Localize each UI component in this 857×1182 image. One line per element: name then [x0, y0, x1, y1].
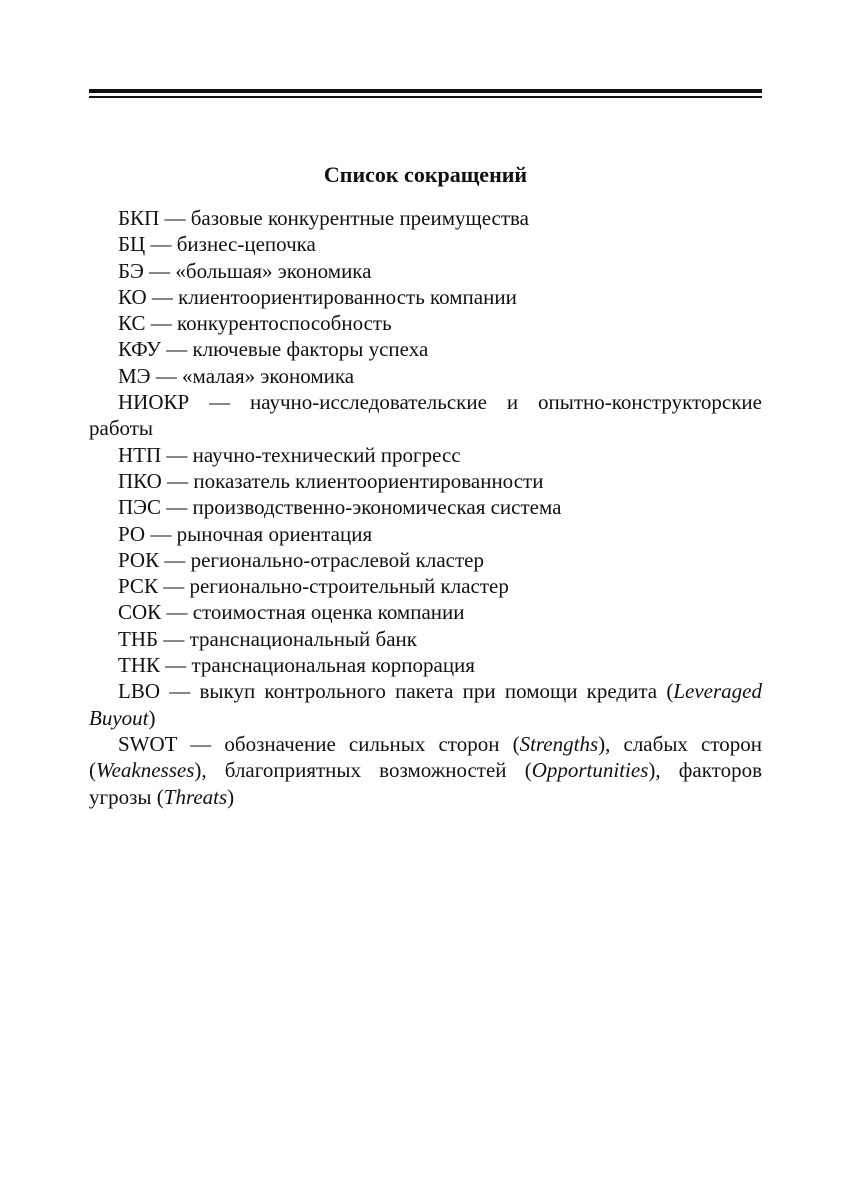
abbreviation: РОК: [118, 547, 160, 572]
list-item: [89, 626, 762, 652]
abbreviation: НИОКР: [118, 390, 190, 415]
definition: показатель клиентоориентированности: [193, 468, 544, 493]
separator: —: [161, 468, 194, 493]
definition: ключевые факторы успеха: [192, 337, 429, 362]
english-term: Leveraged Buyout: [89, 679, 762, 730]
abbreviation: КС: [118, 311, 146, 336]
english-term-opportunities: Opportunities: [531, 758, 649, 783]
abbreviation: ПЭС: [118, 495, 162, 520]
separator: —: [160, 679, 200, 704]
separator: —: [145, 521, 177, 546]
definition: бизнес-цепочка: [176, 232, 316, 257]
list-item: [89, 389, 762, 442]
header-rule-thin: [89, 96, 762, 98]
list-item: [89, 652, 762, 678]
separator: —: [189, 390, 250, 415]
definition-part: ), благоприятных возможностей (: [194, 758, 532, 783]
page-title: Список сокращений: [323, 162, 528, 187]
abbreviation: БЭ: [118, 258, 144, 283]
definition: научно-технический прогресс: [192, 442, 461, 467]
definition: транснациональный банк: [189, 626, 417, 651]
list-item: [89, 363, 762, 389]
definition: клиентоориентированность компании: [178, 284, 517, 309]
definition: рыночная ориентация: [176, 521, 373, 546]
abbreviation: РО: [118, 521, 146, 546]
separator: —: [145, 232, 177, 257]
abbreviation-list: [89, 205, 762, 810]
definition-part: ): [227, 784, 235, 809]
closing-paren: ): [148, 705, 156, 730]
separator: —: [145, 311, 177, 336]
definition-part: обозначение сильных сторон (: [224, 731, 520, 756]
abbreviation: РСК: [118, 574, 158, 599]
separator: —: [158, 626, 190, 651]
abbreviation: SWOT: [118, 731, 178, 756]
list-item: [89, 468, 762, 494]
separator: —: [146, 284, 179, 309]
abbreviation: КФУ: [118, 337, 161, 362]
list-item: [89, 599, 762, 625]
abbreviation: ТНК: [118, 653, 160, 678]
separator: —: [161, 495, 193, 520]
abbreviation: СОК: [118, 600, 162, 625]
definition: стоимостная оценка компании: [192, 600, 465, 625]
definition: выкуп контрольного пакета при помощи кредита (: [199, 679, 674, 704]
list-item: [89, 205, 762, 231]
abbreviation: LBO: [118, 679, 160, 704]
definition: регионально-отраслевой кластер: [190, 547, 484, 572]
separator: —: [159, 206, 191, 230]
definition: «малая» экономика: [182, 363, 355, 388]
list-item: [89, 336, 762, 362]
abbreviation: БЦ: [118, 232, 146, 257]
list-item: [89, 521, 762, 547]
separator: —: [150, 363, 183, 388]
definition: конкурентоспособность: [177, 311, 392, 336]
list-item: [89, 494, 762, 520]
separator: —: [143, 258, 176, 283]
list-item-lbo: [89, 678, 762, 731]
definition: производственно-экономическая система: [192, 495, 562, 520]
list-item: [89, 573, 762, 599]
definition: научно-исследовательские и опытно-конструкторские работы: [89, 390, 762, 441]
separator: —: [161, 442, 193, 467]
list-item: [89, 547, 762, 573]
separator: —: [159, 547, 191, 572]
header-rule-thick: [89, 89, 762, 93]
separator: —: [160, 653, 192, 678]
separator: —: [157, 574, 190, 599]
definition: «большая» экономика: [175, 258, 372, 283]
english-term-strengths: Strengths: [519, 731, 599, 756]
abbreviation: КО: [118, 284, 147, 309]
list-item: [89, 310, 762, 336]
abbreviation: МЭ: [118, 363, 151, 388]
list-item: [89, 258, 762, 284]
separator: —: [161, 600, 193, 625]
separator: —: [177, 731, 225, 756]
definition-part: ), факторов угрозы (: [89, 758, 762, 809]
separator: —: [160, 337, 193, 362]
abbreviation: НТП: [118, 442, 162, 467]
definition-part: ), слабых сторон (: [89, 731, 763, 783]
english-term-threats: Threats: [163, 784, 228, 809]
abbreviation: ТНБ: [118, 626, 159, 651]
definition: базовые конкурентные преимущества: [190, 206, 530, 230]
definition: регионально-строительный кластер: [189, 574, 509, 599]
list-item-swot: [89, 731, 762, 810]
definition: транснациональная корпорация: [191, 653, 475, 678]
list-item: [89, 284, 762, 310]
list-item: [89, 231, 762, 257]
abbreviation: БКП: [118, 206, 160, 230]
english-term-weaknesses: Weaknesses: [96, 758, 195, 783]
abbreviation: ПКО: [118, 468, 162, 493]
list-item: [89, 442, 762, 468]
